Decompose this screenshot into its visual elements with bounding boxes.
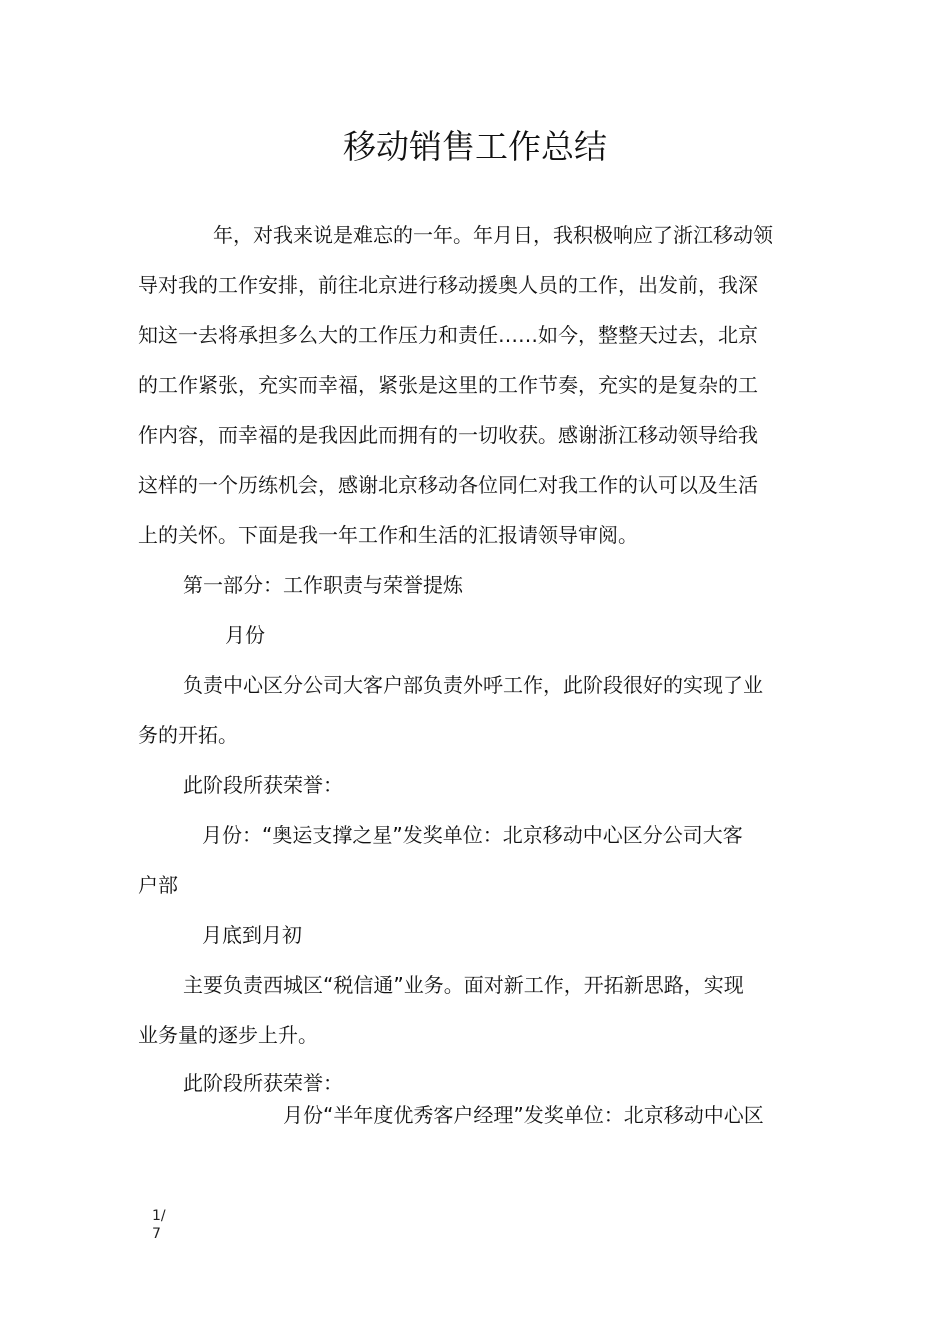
intro-line: 上的关怀。下面是我一年工作和生活的汇报请领导审阅。 bbox=[138, 523, 638, 547]
honor1-line2: 户部 bbox=[138, 873, 178, 897]
intro-line: 的工作紧张，充实而幸福，紧张是这里的工作节奏，充实的是复杂的工 bbox=[138, 373, 758, 397]
intro-paragraph bbox=[138, 210, 818, 560]
honor2-heading: 此阶段所获荣誉： bbox=[183, 1071, 343, 1095]
honor1-heading: 此阶段所获荣誉： bbox=[183, 773, 343, 797]
period1-desc-line2: 务的开拓。 bbox=[138, 723, 238, 747]
period2-desc-line1: 主要负责西城区“税信通”业务。面对新工作，开拓新思路，实现 bbox=[183, 973, 744, 997]
intro-line: 年，对我来说是难忘的一年。年月日，我积极响应了浙江移动领 bbox=[213, 223, 773, 247]
page-number bbox=[152, 1207, 166, 1243]
honor1-line1: 月份：“奥运支撑之星”发奖单位：北京移动中心区分公司大客 bbox=[202, 823, 743, 847]
intro-line: 导对我的工作安排，前往北京进行移动援奥人员的工作，出发前，我深 bbox=[138, 273, 758, 297]
page-number-current: 1/ bbox=[152, 1208, 166, 1224]
period2-desc-line2: 业务量的逐步上升。 bbox=[138, 1023, 318, 1047]
section1-heading: 第一部分：工作职责与荣誉提炼 bbox=[183, 573, 463, 597]
document-title: 移动销售工作总结 bbox=[343, 127, 607, 166]
period1-label: 月份 bbox=[225, 623, 265, 647]
page-number-total: 7 bbox=[152, 1226, 161, 1242]
intro-line: 这样的一个历练机会，感谢北京移动各位同仁对我工作的认可以及生活 bbox=[138, 473, 758, 497]
period2-label: 月底到月初 bbox=[202, 923, 302, 947]
period1-desc-line1: 负责中心区分公司大客户部负责外呼工作，此阶段很好的实现了业 bbox=[183, 673, 763, 697]
intro-line: 作内容，而幸福的是我因此而拥有的一切收获。感谢浙江移动领导给我 bbox=[138, 423, 758, 447]
intro-line: 知这一去将承担多么大的工作压力和责任……如今，整整天过去，北京 bbox=[138, 323, 758, 347]
honor2-line1: 月份“半年度优秀客户经理”发奖单位：北京移动中心区 bbox=[283, 1103, 764, 1127]
